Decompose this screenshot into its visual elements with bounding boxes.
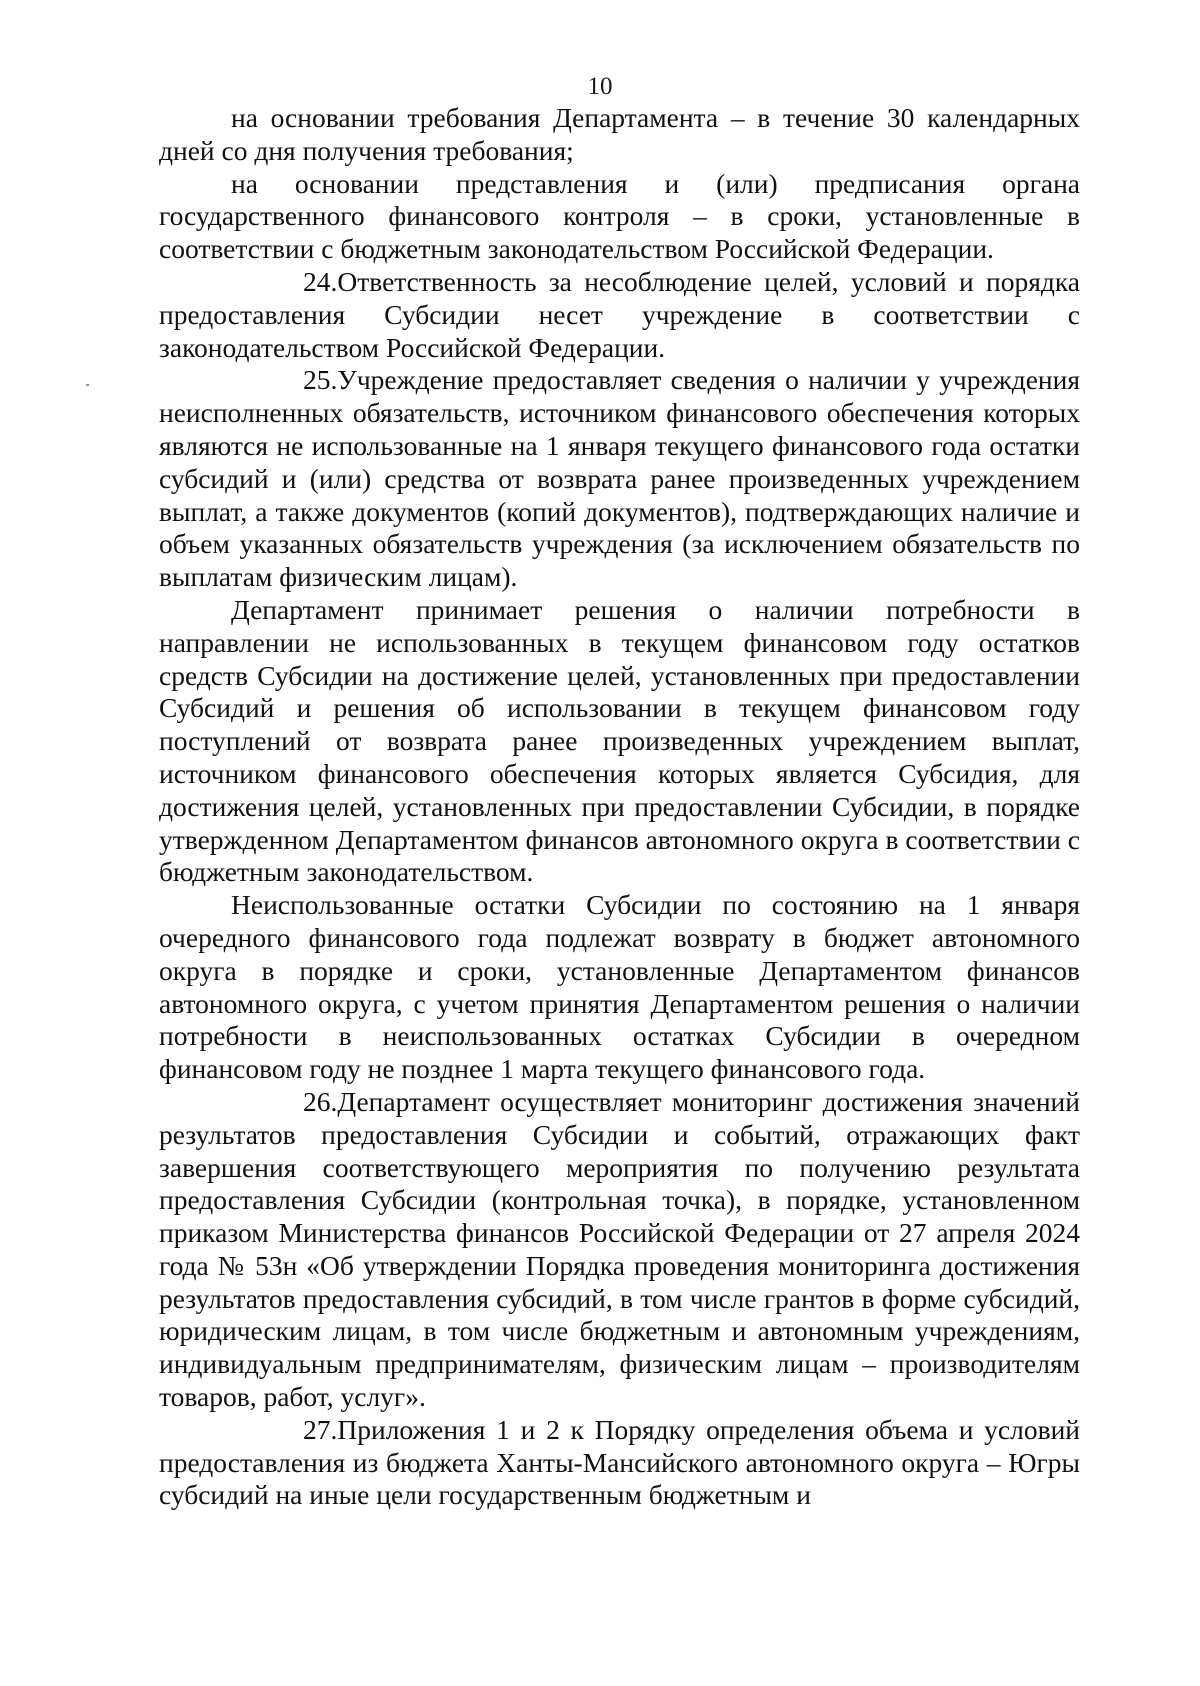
clause-text: Департамент осуществляет мониторинг достижения значений результатов предоставления Субсидии и событий, отражающих факт завершения соответствующего мероприятия по получению результата предоставления Субсидии (контрольная точка), в порядке, установленном приказом Министерства финансов Российской Федерации от 27 апреля 2024 года № 53н «Об утверждении Порядка проведения мониторинга достижения результатов предоставления субсидий, в том числе грантов в форме субсидий, юридическим лицам, в том числе бюджетным и автономным учреждениям, индивидуальным предпринимателям, физическим лицам – производителям товаров, работ, услуг». xyxy=(159,1085,1080,1413)
document-body xyxy=(159,102,1080,1512)
clause-text: Приложения 1 и 2 к Порядку определения объема и условий предоставления из бюджета Ханты-Мансийского автономного округа – Югры субсидий на иные цели государственным бюджетным и xyxy=(159,1413,1080,1511)
paragraph-text: на основании представления и (или) предписания органа государственного финансового контроля – в сроки, установленные в соответствии с бюджетным законодательством Российской Федерации. xyxy=(159,167,1080,265)
paragraph-unused-balances xyxy=(159,889,1080,1086)
paragraph-text: Департамент принимает решения о наличии потребности в направлении не использованных в текущем финансовом году остатков средств Субсидии на достижение целей, установленных при предоставлении Субсидий и решения об использовании в текущем финансовом году поступлений от возврата ранее произведенных учреждением выплат, источником финансового обеспечения которых является Субсидия, для достижения целей, установленных при предоставлении Субсидии, в порядке утвержденном Департаментом финансов автономного округа в соответствии с бюджетным законодательством. xyxy=(159,593,1080,888)
clause-26 xyxy=(159,1086,1080,1414)
clause-24 xyxy=(159,266,1080,364)
paragraph-text: Неиспользованные остатки Субсидии по состоянию на 1 января очередного финансового года подлежат возврату в бюджет автономного округа в порядке и сроки, установленные Департаментом финансов автономного округа, с учетом принятия Департаментом решения о наличии потребности в неиспользованных остатках Субсидии в очередном финансовом году не позднее 1 марта текущего финансового года. xyxy=(159,889,1080,1085)
clause-27 xyxy=(159,1414,1080,1512)
page-number: 10 xyxy=(587,73,613,100)
clause-number: 25. xyxy=(303,364,338,396)
clause-number: 24. xyxy=(303,265,338,297)
clause-text: Учреждение предоставляет сведения о наличии у учреждения неисполненных обязательств, источником финансового обеспечения которых являются не использованные на 1 января текущего финансового года остатки субсидий и (или) средства от возврата ранее произведенных учреждением выплат, а также документов (копий документов), подтверждающих наличие и объем указанных обязательств учреждения (за исключением обязательств по выплатам физическим лицам). xyxy=(159,364,1080,593)
scan-speck xyxy=(86,384,89,386)
paragraph-text: на основании требования Департамента – в течение 30 календарных дней со дня получения требования; xyxy=(159,102,1080,166)
paragraph-department-decisions xyxy=(159,594,1080,889)
paragraph-return-on-control-body-order xyxy=(159,168,1080,266)
paragraph-return-on-department-demand xyxy=(159,102,1080,168)
clause-number: 26. xyxy=(303,1085,338,1117)
clause-25 xyxy=(159,364,1080,594)
clause-text: Ответственность за несоблюдение целей, условий и порядка предоставления Субсидии несет учреждение в соответствии с законодательством Российской Федерации. xyxy=(159,265,1080,363)
clause-number: 27. xyxy=(303,1413,338,1445)
